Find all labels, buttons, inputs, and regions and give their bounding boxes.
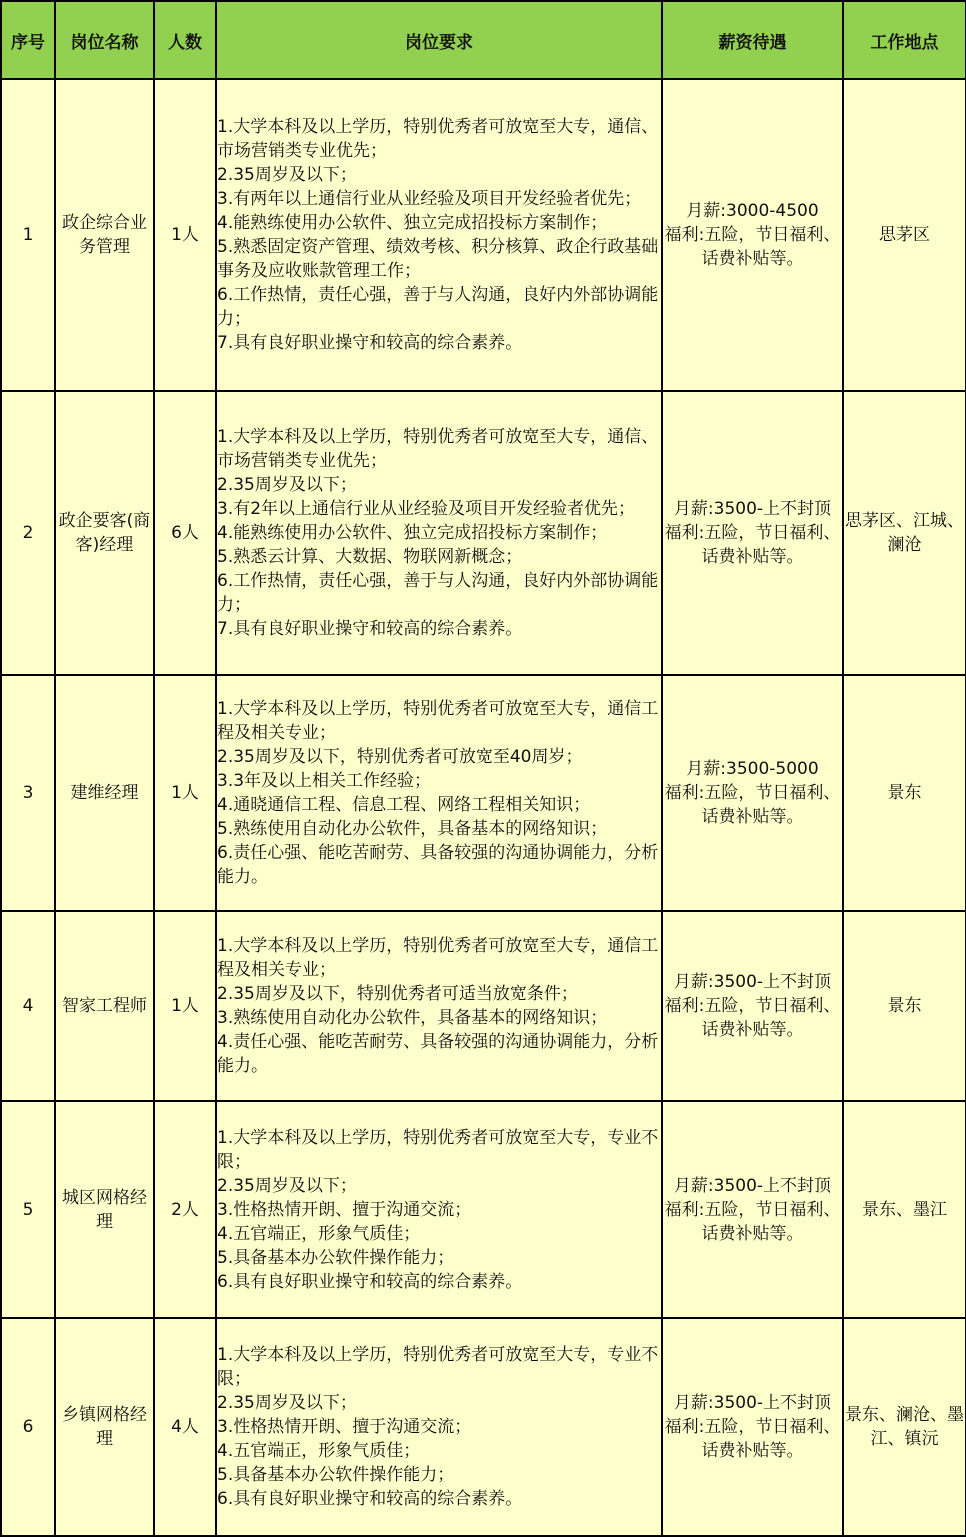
headcount: 1人 xyxy=(154,79,216,391)
salary-cell xyxy=(662,79,843,391)
headcount: 6人 xyxy=(154,391,216,675)
requirement-line: 5.具备基本办公软件操作能力； xyxy=(217,1247,455,1268)
requirements-cell xyxy=(216,675,662,911)
benefits-text: 福利:五险，节日福利、话费补贴等。 xyxy=(664,1199,841,1244)
row-number: 5 xyxy=(1,1101,55,1318)
requirement-line: 4.五官端正，形象气质佳； xyxy=(217,1223,421,1244)
table-row xyxy=(1,911,966,1101)
requirement-line: 4.通晓通信工程、信息工程、网络工程相关知识； xyxy=(217,795,591,815)
table-body xyxy=(1,79,966,1536)
row-number: 4 xyxy=(1,911,55,1101)
requirement-line: 4.责任心强、能吃苦耐劳、具备较强的沟通协调能力，分析能力。 xyxy=(217,1032,659,1076)
salary-cell xyxy=(662,391,843,675)
requirement-line: 5.熟悉云计算、大数据、物联网新概念； xyxy=(217,547,523,567)
header-position: 岗位名称 xyxy=(55,1,154,79)
requirement-line: 1.大学本科及以上学历，特别优秀者可放宽至大专，通信工程及相关专业； xyxy=(217,936,659,980)
requirements-cell xyxy=(216,1101,662,1318)
requirement-line: 4.能熟练使用办公软件、独立完成招投标方案制作； xyxy=(217,213,608,233)
requirements-cell xyxy=(216,911,662,1101)
salary-text: 月薪:3500-上不封顶 xyxy=(673,1175,832,1196)
work-location: 景东 xyxy=(843,911,966,1101)
row-number: 3 xyxy=(1,675,55,911)
header-location: 工作地点 xyxy=(843,1,966,79)
position-name: 城区网格经理 xyxy=(55,1101,154,1318)
requirement-line: 2.35周岁及以下； xyxy=(217,475,357,495)
table-row xyxy=(1,1101,966,1318)
requirement-line: 7.具有良好职业操守和较高的综合素养。 xyxy=(217,619,523,639)
table-header xyxy=(1,1,966,79)
header-requirements: 岗位要求 xyxy=(216,1,662,79)
position-name: 建维经理 xyxy=(55,675,154,911)
benefits-text: 福利:五险，节日福利、话费补贴等。 xyxy=(664,1417,841,1461)
requirement-line: 4.能熟练使用办公软件、独立完成招投标方案制作； xyxy=(217,523,608,543)
headcount: 4人 xyxy=(154,1318,216,1536)
requirement-line: 6.责任心强、能吃苦耐劳、具备较强的沟通协调能力，分析能力。 xyxy=(217,843,659,887)
requirement-line: 3.性格热情开朗、擅于沟通交流； xyxy=(217,1199,472,1220)
salary-text: 月薪:3500-5000 xyxy=(686,759,819,779)
table-row xyxy=(1,675,966,911)
row-number: 1 xyxy=(1,79,55,391)
requirement-line: 3.有2年以上通信行业从业经验及项目开发经验者优先； xyxy=(217,499,636,519)
headcount: 1人 xyxy=(154,911,216,1101)
work-location: 思茅区 xyxy=(843,79,966,391)
salary-cell xyxy=(662,1318,843,1536)
benefits-text: 福利:五险，节日福利、话费补贴等。 xyxy=(664,225,841,269)
header-no: 序号 xyxy=(1,1,55,79)
requirement-line: 6.工作热情，责任心强，善于与人沟通，良好内外部协调能力； xyxy=(217,285,659,329)
work-location: 思茅区、江城、澜沧 xyxy=(843,391,966,675)
work-location: 景东 xyxy=(843,675,966,911)
requirement-line: 1.大学本科及以上学历，特别优秀者可放宽至大专，通信工程及相关专业； xyxy=(217,699,659,743)
requirements-cell xyxy=(216,79,662,391)
requirement-line: 2.35周岁及以下； xyxy=(217,165,357,185)
requirement-line: 3.熟练使用自动化办公软件，具备基本的网络知识； xyxy=(217,1008,608,1028)
row-number: 2 xyxy=(1,391,55,675)
header-row xyxy=(1,1,966,79)
benefits-text: 福利:五险，节日福利、话费补贴等。 xyxy=(664,523,841,567)
requirement-line: 1.大学本科及以上学历，特别优秀者可放宽至大专，通信、市场营销类专业优先； xyxy=(217,117,659,161)
work-location: 景东、澜沧、墨江、镇沅 xyxy=(843,1318,966,1536)
salary-text: 月薪:3500-上不封顶 xyxy=(673,972,832,992)
requirement-line: 3.3年及以上相关工作经验； xyxy=(217,771,432,791)
row-number: 6 xyxy=(1,1318,55,1536)
header-count: 人数 xyxy=(154,1,216,79)
requirement-line: 7.具有良好职业操守和较高的综合素养。 xyxy=(217,333,523,353)
requirement-line: 1.大学本科及以上学历，特别优秀者可放宽至大专，通信、市场营销类专业优先； xyxy=(217,427,659,471)
table-row xyxy=(1,1318,966,1536)
requirement-line: 5.熟练使用自动化办公软件，具备基本的网络知识； xyxy=(217,819,608,839)
table-row xyxy=(1,391,966,675)
salary-text: 月薪:3500-上不封顶 xyxy=(673,499,832,519)
requirement-line: 6.工作热情，责任心强，善于与人沟通，良好内外部协调能力； xyxy=(217,571,659,615)
work-location: 景东、墨江 xyxy=(843,1101,966,1318)
requirement-line: 5.熟悉固定资产管理、绩效考核、积分核算、政企行政基础事务及应收账款管理工作； xyxy=(217,237,659,281)
position-name: 政企要客(商客)经理 xyxy=(55,391,154,675)
requirement-line: 2.35周岁及以下，特别优秀者可适当放宽条件； xyxy=(217,984,578,1004)
headcount: 1人 xyxy=(154,675,216,911)
salary-text: 月薪:3500-上不封顶 xyxy=(673,1393,832,1413)
position-name: 政企综合业务管理 xyxy=(55,79,154,391)
requirement-line: 2.35周岁及以下； xyxy=(217,1393,357,1413)
requirement-line: 6.具有良好职业操守和较高的综合素养。 xyxy=(217,1271,523,1292)
table-row xyxy=(1,79,966,391)
requirement-line: 6.具有良好职业操守和较高的综合素养。 xyxy=(217,1489,523,1509)
requirement-line: 2.35周岁及以下，特别优秀者可放宽至40周岁； xyxy=(217,747,583,767)
requirement-line: 3.有两年以上通信行业从业经验及项目开发经验者优先； xyxy=(217,189,642,209)
salary-cell xyxy=(662,1101,843,1318)
requirement-line: 4.五官端正，形象气质佳； xyxy=(217,1441,421,1461)
requirement-line: 1.大学本科及以上学历，特别优秀者可放宽至大专，专业不限； xyxy=(217,1345,659,1389)
salary-cell xyxy=(662,675,843,911)
requirement-line: 2.35周岁及以下； xyxy=(217,1175,357,1196)
position-name: 乡镇网格经理 xyxy=(55,1318,154,1536)
requirement-line: 3.性格热情开朗、擅于沟通交流； xyxy=(217,1417,472,1437)
header-salary: 薪资待遇 xyxy=(662,1,843,79)
headcount: 2人 xyxy=(154,1101,216,1318)
requirements-cell xyxy=(216,391,662,675)
position-name: 智家工程师 xyxy=(55,911,154,1101)
benefits-text: 福利:五险，节日福利、话费补贴等。 xyxy=(664,783,841,827)
requirement-line: 5.具备基本办公软件操作能力； xyxy=(217,1465,455,1485)
requirement-line: 1.大学本科及以上学历，特别优秀者可放宽至大专，专业不限； xyxy=(217,1127,659,1172)
salary-text: 月薪:3000-4500 xyxy=(686,201,819,221)
benefits-text: 福利:五险，节日福利、话费补贴等。 xyxy=(664,996,841,1040)
requirements-cell xyxy=(216,1318,662,1536)
salary-cell xyxy=(662,911,843,1101)
